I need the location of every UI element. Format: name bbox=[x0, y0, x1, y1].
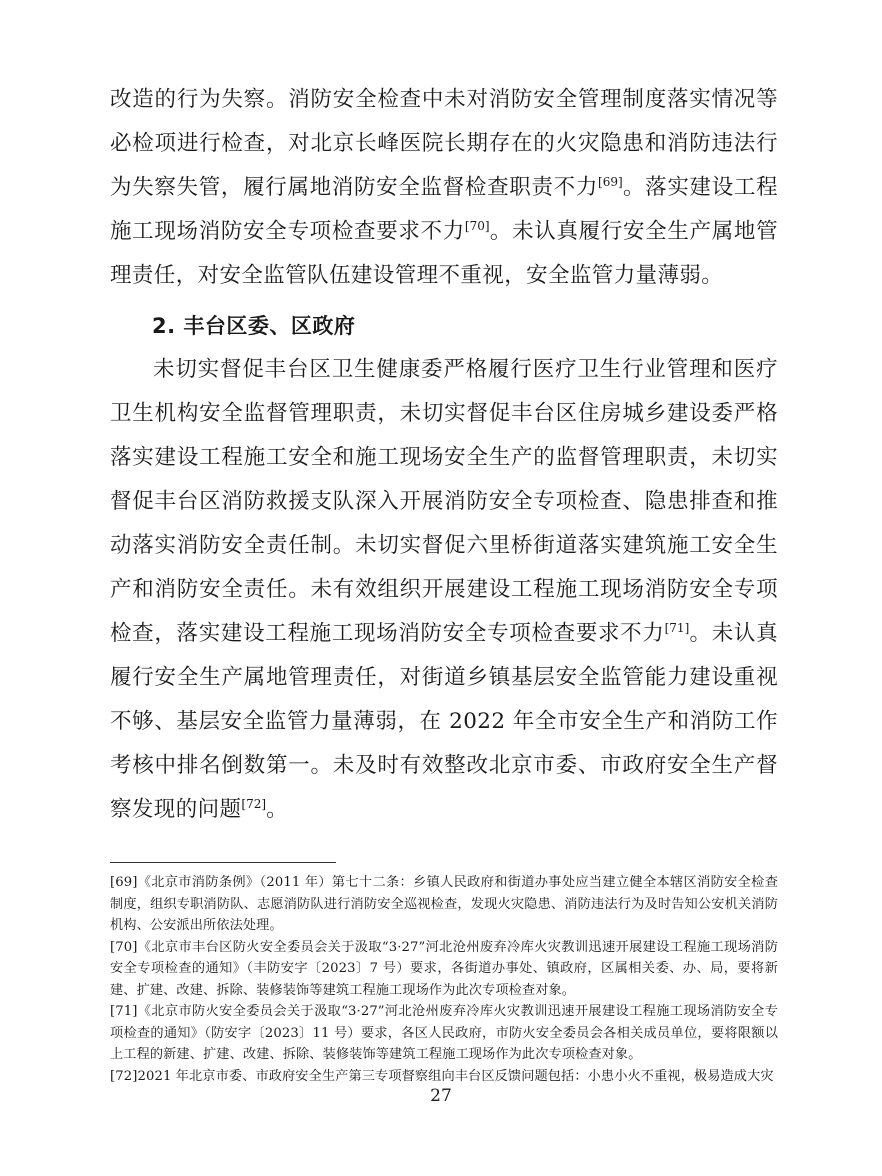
paragraph-1-run-2: 。落实建设工程施工现场消防安全专项检查要求不力 bbox=[110, 175, 778, 244]
footnote-ref-71[interactable]: [71] bbox=[664, 620, 690, 635]
footnote-69: [69]《北京市消防条例》（2011 年）第七十二条：乡镇人民政府和街道办事处应当建立健全本辖区消防安全检查制度，组织专职消防队、志愿消防队进行消防安全巡视检查，发现火灾隐患、消防违法行为及时告知公安机关消防机构、公安派出所依法处理。 bbox=[110, 875, 778, 933]
paragraph-2-run-2: 。未认真履行安全生产属地管理责任，对街道乡镇基层安全监管能力建设重视不够、基层安全监管力量薄弱，在 2022 年全市安全生产和消防工作考核中排名倒数第一。未及时有效整改北京市委、市政府安全生产督察发现的问题 bbox=[110, 621, 778, 822]
paragraph-1 bbox=[110, 78, 778, 298]
paragraph-2-run-1: 未切实督促丰台区卫生健康委严格履行医疗卫生行业管理和医疗卫生机构安全监督管理职责，未切实督促丰台区住房城乡建设委严格落实建设工程施工安全和施工现场安全生产的监督管理职责，未切实督促丰台区消防救援支队深入开展消防安全专项检查、隐患排查和推动落实消防安全责任制。未切实督促六里桥街道落实建筑施工安全生产和消防安全责任。未有效组织开展建设工程施工现场消防安全专项检查，落实建设工程施工现场消防安全专项检查要求不力 bbox=[110, 357, 778, 646]
footnote-72: [72]2021 年北京市委、市政府安全生产第三专项督察组向丰台区反馈问题包括：小患小火不重视，极易造成大灾 bbox=[110, 1068, 774, 1084]
footnote-separator-rule bbox=[110, 862, 336, 863]
paragraph-2 bbox=[110, 348, 778, 832]
paragraph-1-run-3: 。未认真履行安全生产属地管理责任，对安全监管队伍建设管理不重视，安全监管力量薄弱。 bbox=[110, 219, 778, 288]
paragraph-2-run-3: 。 bbox=[266, 797, 289, 822]
footnote-ref-72[interactable]: [72] bbox=[241, 796, 267, 811]
footnote-ref-69[interactable]: [69] bbox=[598, 174, 623, 189]
paragraph-1-run-1: 改造的行为失察。消防安全检查中未对消防安全管理制度落实情况等必检项进行检查，对北京长峰医院长期存在的火灾隐患和消防违法行为失察失管，履行属地消防安全监督检查职责不力 bbox=[110, 87, 778, 200]
footnote-71: [71]《北京市防火安全委员会关于汲取“3·27”河北沧州废弃冷库火灾教训迅速开展建设工程施工现场消防安全专项检查的通知》（防安字〔2023〕11 号）要求，各区人民政府，市防火安全委员会各相关成员单位，要将限额以上工程的新建、扩建、改建、拆除、装修装饰等建筑工程施工现场作为此次专项检查对象。 bbox=[110, 1004, 778, 1062]
footnote-70: [70]《北京市丰台区防火安全委员会关于汲取“3·27”河北沧州废弃冷库火灾教训迅速开展建设工程施工现场消防安全专项检查的通知》（丰防安字〔2023〕7 号）要求，各街道办事处、镇政府，区属相关委、办、局，要将新建、扩建、改建、拆除、装修装饰等建筑工程施工现场作为此次专项检查对象。 bbox=[110, 939, 778, 998]
section-heading: 2. 丰台区委、区政府 bbox=[152, 314, 356, 338]
document-body bbox=[110, 78, 778, 832]
footnote-ref-70[interactable]: [70] bbox=[464, 218, 490, 233]
page-number: 27 bbox=[430, 1086, 452, 1106]
footnotes-section bbox=[110, 862, 778, 1087]
